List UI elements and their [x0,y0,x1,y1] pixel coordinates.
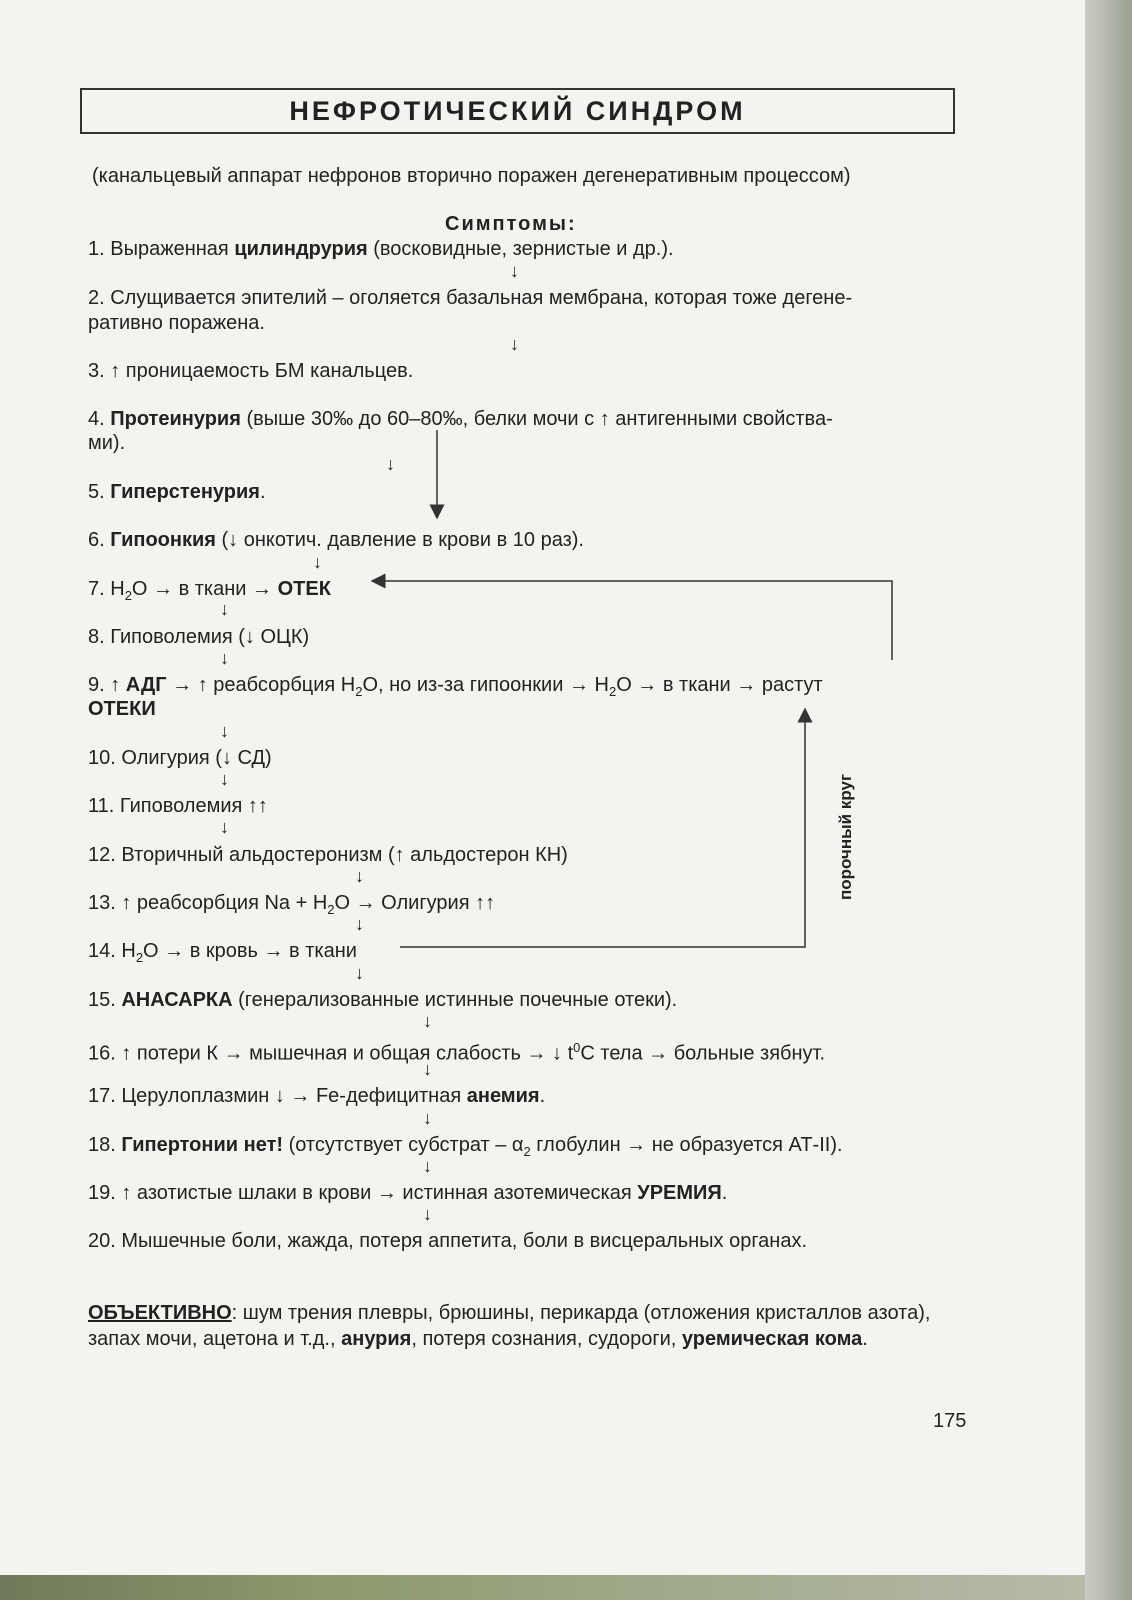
item-9-cont: ОТЕКИ [88,698,156,720]
item-12: 12. Вторичный альдостеронизм (↑ альдостерон КН) [88,844,568,866]
arrow-down-icon: ↓ [423,1011,432,1031]
objective-paragraph: ОБЪЕКТИВНО: шум трения плевры, брюшины, перикарда (отложения кристаллов азота), запах мочи, ацетона и т.д., анурия, потеря сознания, судороги, уремическая кома. [88,1302,931,1350]
arrow-down-icon: ↓ [423,1059,432,1079]
arrow-down-icon: ↓ [386,454,395,474]
item-19: 19. ↑ азотистые шлаки в крови → истинная азотемическая УРЕМИЯ. [88,1182,728,1204]
item-2-cont: ративно поражена. [88,312,265,334]
item-3: 3. ↑ проницаемость БМ канальцев. [88,360,414,382]
item-7: 7. $H_2O \to в$ ткани → ОТЕК [88,578,331,603]
arrow-down-icon: ↓ [313,552,322,572]
item-18: 18. Гипертонии нет! (отсутствует субстрат – $\alpha_2$ глобулин → не образуется АТ-II). [88,1134,843,1159]
arrow-down-icon: ↓ [355,914,364,934]
arrow-down-icon: ↓ [220,769,229,789]
arrow-down-icon: ↓ [510,261,519,281]
arrow-down-icon: ↓ [220,817,229,837]
item-17: 17. Церулоплазмин ↓ → Fe-дефицитная анемия. [88,1085,546,1107]
item-9: 9. ↑ АДГ → ↑ реабсорбция $H_2O$, но из-за гипоонкии → $H_2O \to в$ ткани → растут [88,674,823,699]
item-8: 8. Гиповолемия (↓ ОЦК) [88,626,310,648]
cycle-line-lower [400,715,805,947]
item-1: 1. Выраженная цилиндрурия (восковидные, зернистые и др.). [88,238,674,260]
subtitle: (канальцевый аппарат нефронов вторично поражен дегенеративным процессом) [92,165,851,187]
symptoms-heading: Симптомы: [445,213,577,235]
item-2: 2. Слущивается эпителий – оголяется базальная мембрана, которая тоже дегене- [88,287,853,309]
page-title: НЕФРОТИЧЕСКИЙ СИНДРОМ [289,95,746,126]
cycle-line-upper [378,581,892,660]
item-16: 16. ↑ потери К → мышечная и общая слабость → ↓ $t^0C$ тела → больные зябнут. [88,1040,826,1065]
arrow-down-icon: ↓ [220,721,229,741]
arrow-down-icon: ↓ [423,1204,432,1224]
arrow-down-icon: ↓ [355,963,364,983]
item-6: 6. Гипоонкия (↓ онкотич. давление в крови в 10 раз). [88,529,584,551]
page-number: 175 [933,1410,967,1432]
item-13: 13. ↑ реабсорбция $Na + H_2O$ → Олигурия ↑↑ [88,892,496,917]
item-4: 4. Протеинурия (выше 30‰ до 60–80‰, белки мочи с ↑ антигенными свойства- [88,408,833,430]
item-15: 15. АНАСАРКА (генерализованные истинные почечные отеки). [88,989,678,1011]
arrow-down-icon: ↓ [510,334,519,354]
item-5: 5. Гиперстенурия. [88,481,266,503]
item-11: 11. Гиповолемия ↑↑ [88,795,268,817]
vicious-circle-label: порочный круг [836,773,855,900]
item-14: 14. $H_2O \to в$ кровь → в ткани [88,940,357,965]
arrow-down-icon: ↓ [220,648,229,668]
item-4-cont: ми). [88,432,126,454]
item-20: 20. Мышечные боли, жажда, потеря аппетита, боли в висцеральных органах. [88,1230,808,1252]
arrow-down-icon: ↓ [220,599,229,619]
item-10: 10. Олигурия (↓ СД) [88,747,272,769]
arrow-down-icon: ↓ [423,1108,432,1128]
arrow-down-icon: ↓ [355,866,364,886]
arrow-down-icon: ↓ [423,1156,432,1176]
